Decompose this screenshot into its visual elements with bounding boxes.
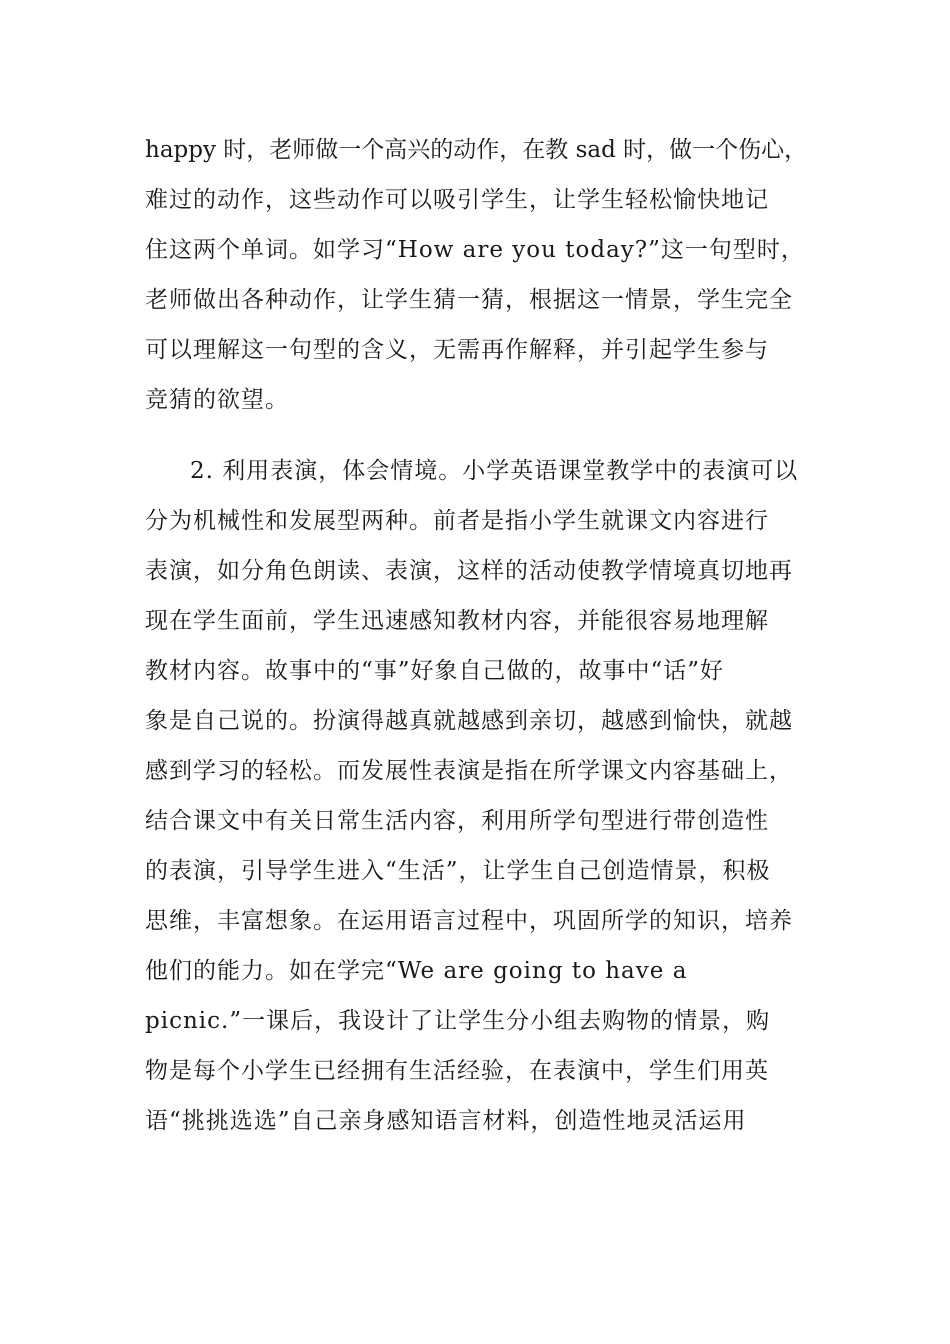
paragraph-2-line-6: 象是自己说的。扮演得越真就越感到亲切，越感到愉快，就越 xyxy=(145,708,793,734)
paragraph-1-line-6: 竞猜的欲望。 xyxy=(145,387,289,413)
paragraph-1-line-4: 老师做出各种动作，让学生猜一猜，根据这一情景，学生完全 xyxy=(145,287,793,313)
paragraph-2-line-7: 感到学习的轻松。而发展性表演是指在所学课文内容基础上， xyxy=(145,758,793,784)
paragraph-2-line-3: 表演，如分角色朗读、表演，这样的活动使教学情境真切地再 xyxy=(145,558,793,584)
paragraph-1-line-3: 住这两个单词。如学习“How are you today?”这一句型时， xyxy=(145,237,805,263)
paragraph-1-line-2: 难过的动作，这些动作可以吸引学生，让学生轻松愉快地记 xyxy=(145,187,769,213)
paragraph-2-line-5: 教材内容。故事中的“事”好象自己做的，故事中“话”好 xyxy=(145,658,725,684)
paragraph-2-line-1: 2. 利用表演，体会情境。小学英语课堂教学中的表演可以 xyxy=(190,458,799,484)
paragraph-2-line-11: 他们的能力。如在学完“We are going to have a xyxy=(145,958,688,984)
paragraph-2-line-2: 分为机械性和发展型两种。前者是指小学生就课文内容进行 xyxy=(145,508,769,534)
paragraph-2-line-4: 现在学生面前，学生迅速感知教材内容，并能很容易地理解 xyxy=(145,608,769,634)
paragraph-2-line-14: 语“挑挑选选”自己亲身感知语言材料，创造性地灵活运用 xyxy=(145,1108,747,1134)
paragraph-1-line-1: happy 时，老师做一个高兴的动作，在教 sad 时，做一个伤心， xyxy=(145,137,808,163)
paragraph-2-line-12: picnic.”一课后，我设计了让学生分小组去购物的情景，购 xyxy=(145,1008,771,1034)
paragraph-1-line-5: 可以理解这一句型的含义，无需再作解释，并引起学生参与 xyxy=(145,337,769,363)
paragraph-2-line-8: 结合课文中有关日常生活内容，利用所学句型进行带创造性 xyxy=(145,808,769,834)
paragraph-2-line-13: 物是每个小学生已经拥有生活经验，在表演中，学生们用英 xyxy=(145,1058,769,1084)
paragraph-2-line-9: 的表演，引导学生进入“生活”，让学生自己创造情景，积极 xyxy=(145,858,771,884)
paragraph-2-line-10: 思维，丰富想象。在运用语言过程中，巩固所学的知识，培养 xyxy=(145,908,793,934)
